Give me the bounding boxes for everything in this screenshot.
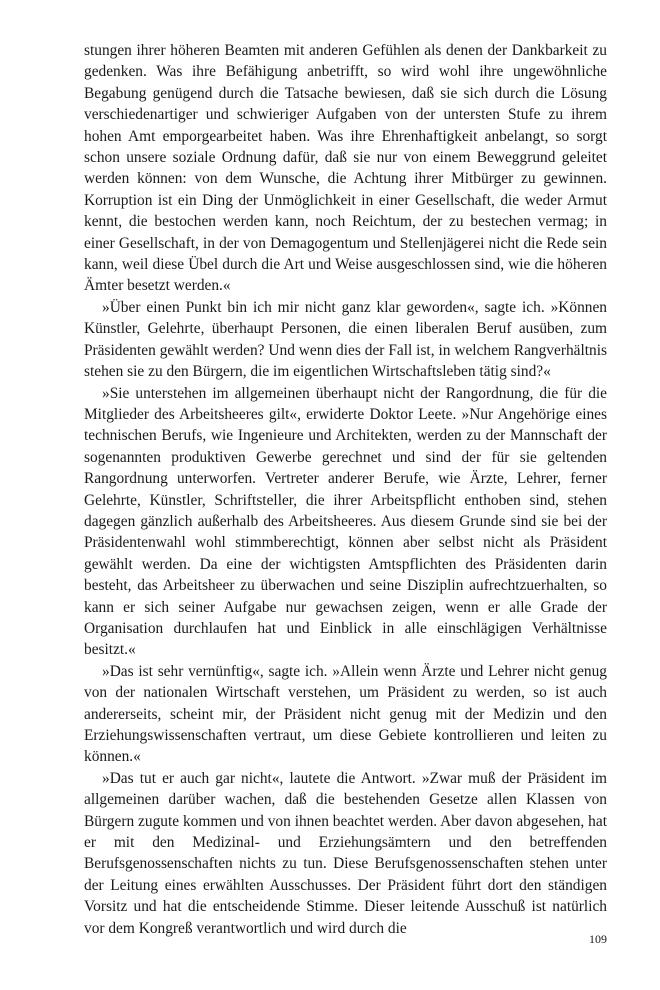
paragraph-question-president: »Über einen Punkt bin ich mir nicht ganz klar geworden«, sagte ich. »Können Künstler, Gelehrte, überhaupt Personen, die einen liberalen Beruf ausüben, zum Präsidenten gewählt werden? Und wenn dies der Fall ist, in welchem Rangverhältnis stehen sie zu den Bürgern, die im eigentlichen Wirtschaftsleben tätig sind?« (84, 298, 607, 381)
page-number: 109 (589, 932, 607, 946)
body-text (84, 40, 607, 939)
paragraph-answer: »Das tut er auch gar nicht«, lautete die Antwort. »Zwar muß der Präsident im allgemeinen darüber wachen, daß die bestehenden Gesetze allen Klassen von Bürgern zugute kommen und von ihnen beachtet werden. Aber davon abgesehen, hat er mit den Medizinal- und Erziehungsämtern und den betreffenden Berufsgenossenschaften nichts zu tun. Diese Berufsgenossenschaften stehen unter der Leitung eines erwählten Ausschusses. Der Präsident führt dort den ständigen Vorsitz und hat die entscheidende Stimme. Dieser leitende Ausschuß ist natürlich vor dem Kongreß verantwortlich und wird durch die (84, 769, 607, 937)
paragraph-doktor-leete-reply: »Sie unterstehen im allgemeinen überhaupt nicht der Rangordnung, die für die Mitglieder des Arbeitsheeres gilt«, erwiderte Doktor Leete. »Nur Angehörige eines technischen Berufs, wie Ingenieure und Architekten, werden zu der Mannschaft der sogenannten produktiven Gewerbe gerechnet und sind der für sie geltenden Rangordnung unterworfen. Vertreter anderer Berufe, wie Ärzte, Lehrer, ferner Gelehrte, Künstler, Schriftsteller, die ihrer Arbeitspflicht enthoben sind, stehen dagegen gänzlich außerhalb des Arbeitsheeres. Aus diesem Grunde sind sie bei der Präsidentenwahl wohl stimmberechtigt, können aber selbst nicht als Präsident gewählt werden. Da eine der wichtigsten Amtspflichten des Präsidenten darin besteht, das Arbeitsheer zu überwachen und seine Disziplin aufrechtzuerhalten, so kann er sich seiner Aufgabe nur gewachsen zeigen, wenn er alle Grade der Organisation durchlaufen hat und Einblick in alle einschlägigen Verhältnisse besitzt.« (84, 384, 607, 659)
paragraph-sehr-vernuenftig: »Das ist sehr vernünftig«, sagte ich. »Allein wenn Ärzte und Lehrer nicht genug von der nationalen Wirtschaft verstehen, um Präsident zu werden, so ist auch andererseits, scheint mir, der Präsident nicht genug mit der Medizin und den Erziehungswissenschaften vertraut, um diese Gebiete kontrollieren und leiten zu können.« (84, 662, 607, 766)
paragraph-continued: stungen ihrer höheren Beamten mit anderen Gefühlen als denen der Dankbarkeit zu gedenken. Was ihre Befähigung anbetrifft, so wird wohl ihre ungewöhnliche Begabung genügend durch die Tatsache bewiesen, daß sie sich durch die Lösung verschiedenartiger und schwieriger Aufgaben von der untersten Stufe zu ihrem hohen Amt emporgearbeitet haben. Was ihre Ehrenhaftigkeit anbelangt, so sorgt schon unsere soziale Ordnung dafür, daß sie nur von einem Beweggrund geleitet werden können: von dem Wunsche, die Achtung ihrer Mitbürger zu gewinnen. Korruption ist ein Ding der Unmöglichkeit in einer Gesellschaft, die weder Armut kennt, die bestochen werden kann, noch Reichtum, der zu bestechen vermag; in einer Gesellschaft, in der von Demagogentum und Stellenjägerei nicht die Rede sein kann, weil diese Übel durch die Art und Weise ausgeschlossen sind, wie die höheren Ämter besetzt werden.« (84, 42, 607, 295)
